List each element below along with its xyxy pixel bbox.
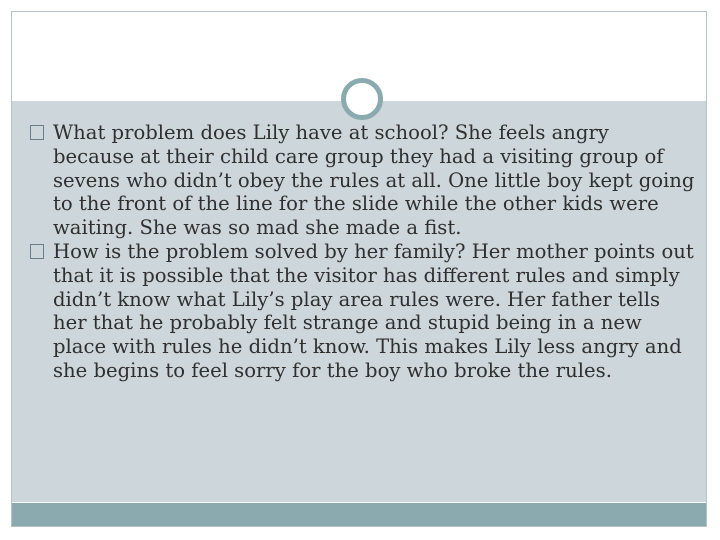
bullet-text: How is the problem solved by her family? Her mother points out that it is possible that the visitor has different rules and simply didn’t know what Lily’s play area rules were. Her father tells her that he probably felt strange and stupid being in a new place with rules he didn’t know. This makes Lily less angry and she begins to feel sorry for the boy who broke the rules.: [53, 239, 694, 382]
square-bullet-icon: [30, 125, 44, 140]
footer-band: [12, 503, 706, 526]
square-bullet-icon: [30, 244, 44, 259]
bullet-list: [30, 121, 695, 383]
bullet-item-solution: [30, 240, 695, 383]
circle-ring-icon: [341, 78, 383, 120]
bullet-item-problem: [30, 121, 695, 240]
bullet-text: What problem does Lily have at school? She feels angry because at their child care group they had a visiting group of sevens who didn’t obey the rules at all. One little boy kept going to the front of the line for the slide while the other kids were waiting. She was so mad she made a fist.: [53, 121, 695, 240]
